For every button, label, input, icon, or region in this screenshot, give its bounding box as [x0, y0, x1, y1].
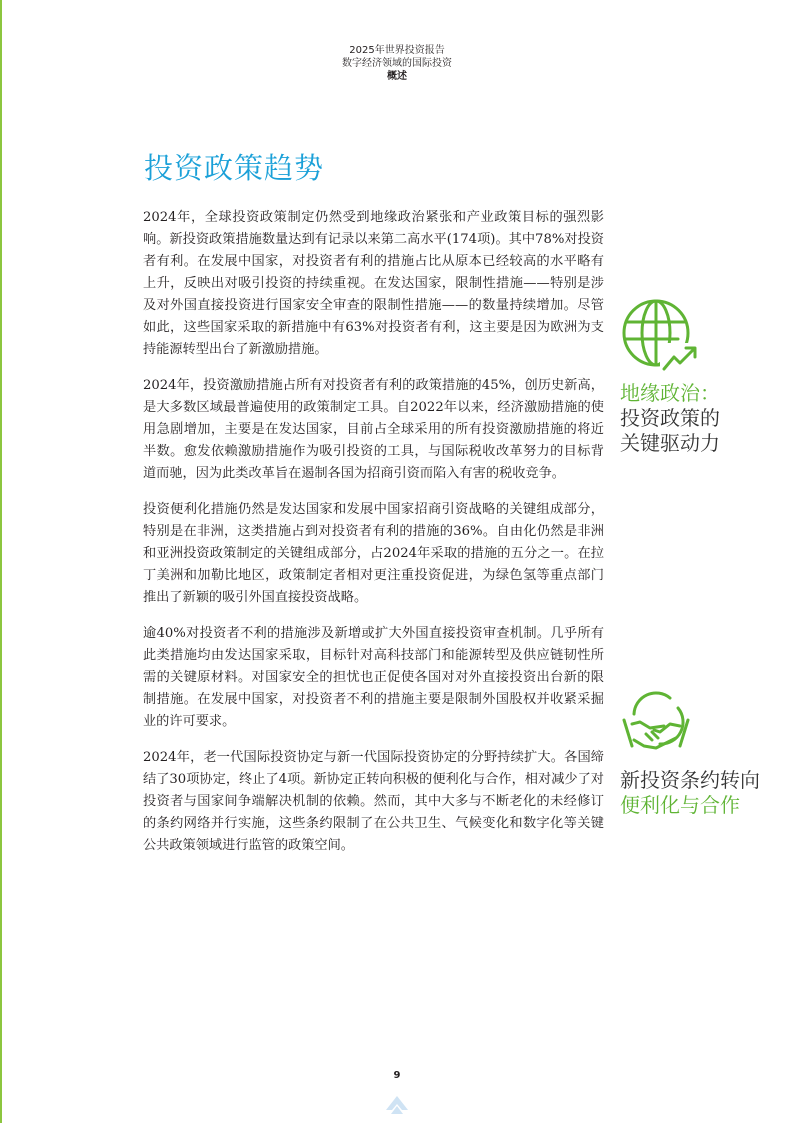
handshake-icon: [620, 690, 692, 754]
sidebar-heading: 投资政策的: [620, 406, 720, 430]
body-text: [143, 207, 604, 871]
page-number: 9: [393, 1070, 401, 1081]
sidebar-heading: 关键驱动力: [620, 431, 720, 455]
report-subtitle: 数字经济领域的国际投资: [342, 58, 452, 69]
running-head: [0, 44, 794, 83]
chevron-up-icon[interactable]: [385, 1094, 409, 1116]
sidebar-geopolitics: [620, 297, 770, 456]
report-title: 2025年世界投资报告: [349, 45, 445, 56]
paragraph: 2024年，全球投资政策制定仍然受到地缘政治紧张和产业政策目标的强烈影响。新投资政策措施数量达到有记录以来第二高水平(174项)。其中78%对投资者有利。在发展中国家，对投资者有利的措施占比从原本已经较高的水平略有上升，反映出对吸引投资的持续重视。在发达国家，限制性措施——特别是涉及对外国直接投资进行国家安全审查的限制性措施——的数量持续增加。尽管如此，这些国家采取的新措施中有63%对投资者有利，这主要是因为欧洲为支持能源转型出台了新激励措施。: [143, 210, 604, 357]
sidebar-treaties: [620, 690, 770, 818]
paragraph: 2024年，老一代国际投资协定与新一代国际投资协定的分野持续扩大。各国缔结了30项协定，终止了4项。新协定正转向积极的便利化与合作，相对减少了对投资者与国家间争端解决机制的依赖。然而，其中大多与不断老化的未经修订的条约网络并行实施，这些条约限制了在公共卫生、气候变化和数字化等关键公共政策领域进行监管的政策空间。: [143, 750, 604, 853]
page-edge-rule: [0, 0, 2, 1123]
sidebar-heading: 地缘政治：: [620, 381, 720, 405]
sidebar-heading: 新投资条约转向: [620, 768, 760, 792]
paragraph: 投资便利化措施仍然是发达国家和发展中国家招商引资战略的关键组成部分，特别是在非洲，这类措施占到对投资者有利的措施的36%。自由化仍然是非洲和亚洲投资政策制定的关键组成部分，占2024年采取的措施的五分之一。在拉丁美洲和加勒比地区，政策制定者相对更注重投资促进，为绿色氢等重点部门推出了新颖的吸引外国直接投资战略。: [143, 502, 604, 605]
sidebar-heading: 便利化与合作: [620, 793, 740, 817]
page-title: 投资政策趋势: [144, 151, 325, 185]
paragraph: 逾40%对投资者不利的措施涉及新增或扩大外国直接投资审查机制。几乎所有此类措施均由发达国家采取，目标针对高科技部门和能源转型及供应链韧性所需的关键原材料。对国家安全的担忧也正促使各国对对外直接投资出台新的限制措施。在发展中国家，对投资者不利的措施主要是限制外国股权并收紧采掘业的许可要求。: [143, 626, 604, 729]
section-name: 概述: [387, 71, 407, 82]
globe-trend-icon: [620, 297, 700, 373]
paragraph: 2024年，投资激励措施占所有对投资者有利的政策措施的45%，创历史新高，是大多数区域最普遍使用的政策制定工具。自2022年以来，经济激励措施的使用急剧增加，主要是在发达国家，目前占全球采用的所有投资激励措施的将近半数。愈发依赖激励措施作为吸引投资的工具，与国际税收改革努力的目标背道而驰，因为此类改革旨在遏制各国为招商引资而陷入有害的税收竞争。: [143, 378, 604, 481]
